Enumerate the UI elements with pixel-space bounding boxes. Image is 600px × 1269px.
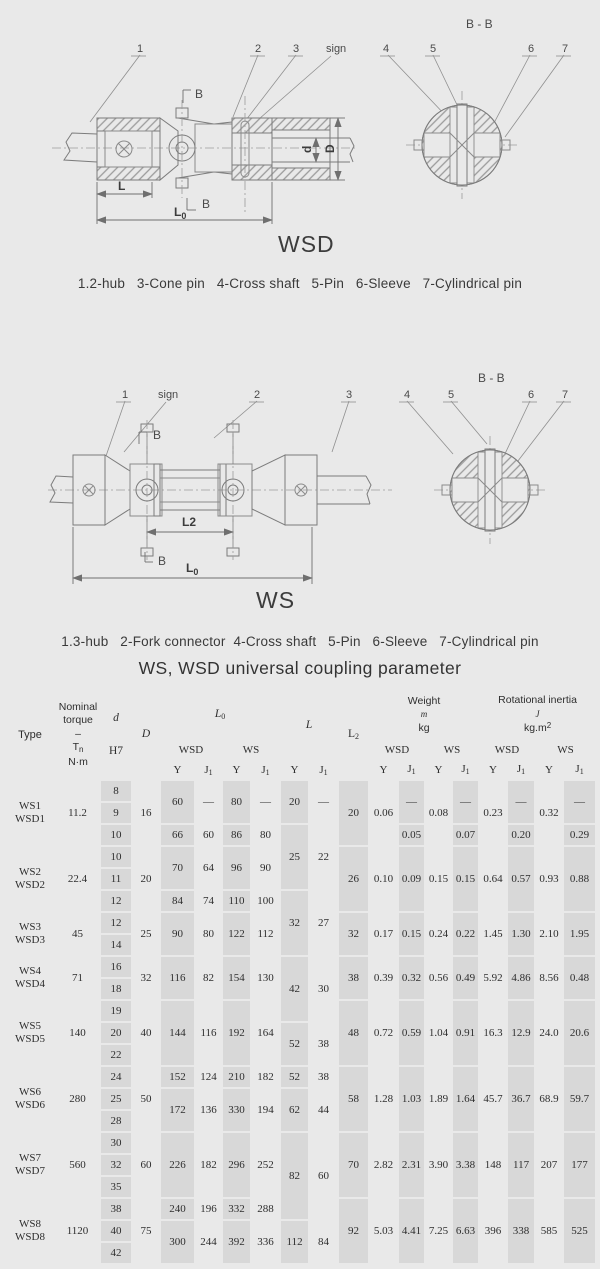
table-cell: 1120 (66, 1224, 89, 1237)
table-cell: 0.29 (563, 824, 596, 846)
table-cell: 240 (160, 1198, 195, 1220)
callout-1: 1 (137, 43, 144, 55)
header-cell: $J_1$ (575, 763, 584, 777)
table-cell: 25 (140, 927, 152, 940)
sleeve-cone-pin (232, 96, 272, 214)
table-cell: 24 (100, 1066, 132, 1088)
table-cell: 16 (100, 956, 132, 978)
table-cell: 96 (222, 846, 251, 890)
table-cell: 338 (507, 1198, 535, 1264)
header-cell: Rotational inertia J $kg.m^2$ (498, 694, 577, 735)
table-cell: 52 (280, 1066, 309, 1088)
table-cell: 22 (318, 850, 330, 863)
table-cell: 392 (222, 1220, 251, 1264)
table-cell: 100 (257, 894, 274, 907)
wsd-side-view (52, 87, 356, 224)
header-cell: Y (290, 763, 299, 776)
table-cell: 110 (222, 890, 251, 912)
table-cell: 68.9 (539, 1092, 559, 1105)
parameter-table (4, 690, 597, 1265)
callout-sign: sign (326, 43, 347, 55)
b-top-label: B (153, 428, 162, 442)
table-cell: 0.20 (507, 824, 535, 846)
table-cell: 20 (140, 872, 152, 885)
table-cell: 252 (257, 1158, 274, 1171)
table-cell: 336 (257, 1235, 274, 1248)
table-cell: 74 (203, 894, 214, 907)
table-cell: 0.15 (398, 912, 425, 956)
table-cell: 38 (338, 956, 369, 1000)
table-cell: 560 (69, 1158, 86, 1171)
table-cell: 3.38 (452, 1132, 479, 1198)
table-cell: 210 (222, 1066, 251, 1088)
dim-L0 (73, 527, 312, 584)
table-cell: 330 (222, 1088, 251, 1132)
table-cell: 38 (100, 1198, 132, 1220)
table-cell: 62 (280, 1088, 309, 1132)
table-cell: 2.82 (373, 1158, 394, 1171)
table-cell: 10 (100, 824, 132, 846)
table-cell: WS5 WSD5 (15, 1020, 45, 1045)
table-cell: 122 (222, 912, 251, 956)
table-cell: 45 (72, 927, 83, 940)
header-cell: $J_1$ (319, 763, 328, 777)
table-cell: 1.03 (398, 1066, 425, 1132)
wsd-diagram (0, 12, 600, 264)
header-cell: Y (434, 764, 443, 777)
table-cell: 0.06 (373, 806, 394, 819)
table-cell: — (563, 780, 596, 824)
table-cell: — (507, 780, 535, 824)
table-cell: 16 (140, 806, 152, 819)
table-cell: 26 (338, 846, 369, 912)
table-cell: WS8 WSD8 (15, 1218, 45, 1243)
section-label-bb: B - B (466, 17, 493, 31)
table-cell: 42 (100, 1242, 132, 1264)
ws-caption: 1.3-hub 2-Fork connector 4-Cross shaft 5-Pin 6-Sleeve 7-Cylindrical pin (61, 634, 539, 649)
table-cell: 288 (257, 1202, 274, 1215)
header-cell: WS (557, 744, 574, 757)
table-cell: 20 (100, 1022, 132, 1044)
table-cell: 0.17 (373, 927, 394, 940)
header-cell: $L_0$ (214, 708, 226, 722)
table-cell: 82 (203, 971, 214, 984)
dim-L0-label: $L_0$ (186, 561, 199, 577)
table-cell: 124 (200, 1070, 217, 1083)
callout-sign: sign (158, 389, 179, 401)
table-cell: 8 (100, 780, 132, 802)
table-cell: 9 (100, 802, 132, 824)
table-cell: 0.57 (507, 846, 535, 912)
table-cell: 1.64 (452, 1066, 479, 1132)
callout-3: 3 (346, 389, 353, 401)
table-cell: 60 (318, 1169, 330, 1182)
table-cell: 112 (280, 1220, 309, 1264)
table-cell: 28 (100, 1110, 132, 1132)
table-cell: 3.90 (428, 1158, 449, 1171)
ws-section-view (434, 436, 546, 544)
table-cell: 30 (100, 1132, 132, 1154)
callout-3: 3 (293, 43, 300, 55)
header-cell: WS (242, 744, 260, 757)
table-row (4, 1132, 596, 1154)
header-cell: $J_1$ (204, 763, 213, 777)
table-cell: 182 (200, 1158, 217, 1171)
table-cell: 0.22 (452, 912, 479, 956)
table-cell: 11 (100, 868, 132, 890)
table-cell: 60 (140, 1158, 152, 1171)
header-cell: d H7 (108, 712, 124, 757)
table-cell: 48 (338, 1000, 369, 1066)
table-cell: — (203, 795, 214, 808)
table-cell: 22 (100, 1044, 132, 1066)
ws-diagram (0, 364, 600, 620)
table-cell: 112 (257, 927, 274, 940)
table-cell: 207 (540, 1158, 558, 1171)
table-cell: 20 (338, 780, 369, 846)
table-cell: 86 (222, 824, 251, 846)
table-cell: 4.86 (507, 956, 535, 1000)
table-cell: 136 (200, 1103, 217, 1116)
header-cell: D (141, 728, 151, 741)
table-cell: 0.32 (539, 806, 559, 819)
parameter-table-wrap (4, 690, 597, 1265)
table-cell: 116 (160, 956, 195, 1000)
table-cell: 0.72 (373, 1026, 394, 1039)
header-cell: Weight m kg (407, 694, 441, 734)
table-cell: 24.0 (539, 1026, 559, 1039)
dim-L (97, 179, 152, 224)
wsd-title: WSD (278, 231, 335, 257)
callout-7: 7 (562, 389, 569, 401)
table-cell: 396 (484, 1224, 502, 1237)
table-cell: 32 (140, 971, 152, 984)
table-cell: 14 (100, 934, 132, 956)
table-cell: 10 (100, 846, 132, 868)
table-cell: 64 (203, 861, 214, 874)
table-cell: 70 (338, 1132, 369, 1198)
table-title: WS, WSD universal coupling parameter (138, 658, 462, 678)
table-cell: 244 (200, 1235, 217, 1248)
ws-side-view (48, 420, 392, 584)
callout-2: 2 (255, 43, 262, 55)
wsd-caption: 1.2-hub 3-Cone pin 4-Cross shaft 5-Pin 6-Sleeve 7-Cylindrical pin (77, 276, 523, 291)
header-cell: L (305, 718, 313, 731)
table-cell: 12 (100, 890, 132, 912)
table-cell: 0.24 (428, 927, 449, 940)
table-cell: 0.08 (428, 806, 449, 819)
table-cell: 525 (563, 1198, 596, 1264)
callout-7: 7 (562, 43, 569, 55)
table-cell: 59.7 (563, 1066, 596, 1132)
header-cell: $J_1$ (461, 763, 470, 777)
table-cell: 1.30 (507, 912, 535, 956)
header-cell: $J_1$ (261, 763, 270, 777)
table-cell: 148 (484, 1158, 502, 1171)
table-cell: — (260, 795, 272, 808)
table-cell: 82 (280, 1132, 309, 1220)
table-cell: 0.39 (373, 971, 394, 984)
table-cell: 25 (100, 1088, 132, 1110)
table-cell: 0.05 (398, 824, 425, 846)
table-cell: 42 (280, 956, 309, 1022)
table-cell: 84 (318, 1235, 330, 1248)
callout-5: 5 (430, 43, 437, 55)
table-cell: 70 (160, 846, 195, 890)
callout-1: 1 (122, 389, 129, 401)
table-cell: 58 (338, 1066, 369, 1132)
table-cell: 60 (203, 828, 214, 841)
table-cell: 4.41 (398, 1198, 425, 1264)
callout-4: 4 (404, 389, 411, 401)
table-cell: 12.9 (507, 1000, 535, 1066)
dim-d-label: d (300, 145, 314, 153)
header-cell: $J_1$ (407, 763, 416, 777)
table-cell: 0.88 (563, 846, 596, 912)
table-row (4, 1066, 596, 1088)
b-bottom-label: B (202, 197, 211, 211)
table-cell: 8.56 (539, 971, 559, 984)
table-cell: 12 (100, 912, 132, 934)
table-cell: 25 (280, 824, 309, 890)
table-cell: 32 (280, 890, 309, 956)
table-cell: WS2 WSD2 (15, 866, 45, 891)
table-cell: 1.95 (563, 912, 596, 956)
table-cell: 19 (100, 1000, 132, 1022)
table-cell: 280 (69, 1092, 86, 1105)
table-cell: 154 (222, 956, 251, 1000)
dim-L0-label: $L_0$ (174, 205, 187, 221)
table-cell: 84 (160, 890, 195, 912)
table-cell: WS7 WSD7 (15, 1152, 45, 1177)
table-row (4, 956, 596, 978)
table-cell: 75 (140, 1224, 152, 1237)
table-cell: 296 (222, 1132, 251, 1198)
table-cell: 52 (280, 1022, 309, 1066)
table-cell: 0.93 (539, 872, 559, 885)
table-cell: 90 (260, 861, 272, 874)
table-cell: 164 (257, 1026, 274, 1039)
table-cell: 116 (200, 1026, 217, 1039)
table-cell: 80 (222, 780, 251, 824)
wsd-section-view (406, 91, 518, 199)
b-bottom-label: B (158, 554, 167, 568)
table-cell: 6.63 (452, 1198, 479, 1264)
table-cell: 38 (318, 1037, 330, 1050)
header-cell: WSD (494, 744, 520, 757)
table-cell: 1.89 (428, 1092, 449, 1105)
table-cell: 196 (200, 1202, 217, 1215)
table-cell: 35 (100, 1176, 132, 1198)
dim-L2 (147, 515, 233, 532)
dim-D-label: D (323, 144, 337, 153)
table-cell: — (452, 780, 479, 824)
table-cell: 22.4 (67, 872, 88, 885)
table-cell: 194 (257, 1103, 274, 1116)
header-cell: WSD (178, 744, 204, 757)
table-cell: 0.48 (563, 956, 596, 1000)
callout-2: 2 (254, 389, 261, 401)
table-cell: 152 (160, 1066, 195, 1088)
table-cell: 2.31 (398, 1132, 425, 1198)
callout-5: 5 (448, 389, 455, 401)
table-cell: 40 (140, 1026, 152, 1039)
table-cell: 50 (140, 1092, 152, 1105)
table-cell: 18 (100, 978, 132, 1000)
table-cell: 0.59 (398, 1000, 425, 1066)
table-cell: 80 (260, 828, 272, 841)
table-cell: 1.45 (483, 927, 503, 940)
table-cell: 0.07 (452, 824, 479, 846)
header-cell: Y (232, 763, 241, 776)
table-cell: 226 (160, 1132, 195, 1198)
table-cell: 38 (318, 1070, 330, 1083)
table-cell: 44 (318, 1103, 330, 1116)
table-cell: WS4 WSD4 (15, 965, 45, 990)
table-cell: WS1 WSD1 (15, 800, 45, 825)
table-cell: 1.04 (428, 1026, 449, 1039)
callout-4: 4 (383, 43, 390, 55)
table-cell: WS6 WSD6 (15, 1086, 45, 1111)
table-cell: 92 (338, 1198, 369, 1264)
table-cell: 45.7 (483, 1092, 503, 1105)
table-cell: 27 (318, 916, 330, 929)
table-cell: 32 (338, 912, 369, 956)
table-cell: 192 (222, 1000, 251, 1066)
table-cell: 0.15 (452, 846, 479, 912)
header-cell: Y (379, 764, 388, 777)
table-cell: 0.23 (483, 806, 503, 819)
table-cell: 7.25 (428, 1224, 449, 1237)
callout-6: 6 (528, 43, 535, 55)
header-cell: WS (443, 744, 461, 757)
dim-L-label: L (118, 179, 126, 193)
table-cell: 0.09 (398, 846, 425, 912)
table-cell: 130 (257, 971, 274, 984)
table-cell: 5.92 (483, 971, 503, 984)
callout-6: 6 (528, 389, 535, 401)
table-cell: — (398, 780, 425, 824)
header-cell: WSD (384, 744, 410, 757)
table-cell: 144 (160, 1000, 195, 1066)
table-cell: 71 (72, 971, 83, 984)
table-cell: 30 (318, 982, 330, 995)
table-cell: 172 (160, 1088, 195, 1132)
table-cell: 0.56 (428, 971, 449, 984)
table-cell: 5.03 (373, 1224, 394, 1237)
table-cell: 0.49 (452, 956, 479, 1000)
header-cell: $L_2$ (348, 727, 360, 741)
table-cell: 66 (160, 824, 195, 846)
header-cell: Type (18, 728, 42, 741)
ws-title: WS (256, 587, 296, 613)
table-row (4, 780, 596, 802)
table-cell: 0.15 (428, 872, 449, 885)
table-cell: 0.32 (398, 956, 425, 1000)
table-cell: 585 (540, 1224, 558, 1237)
table-cell: WS3 WSD3 (15, 921, 45, 946)
table-cell: 32 (100, 1154, 132, 1176)
table-cell: 300 (160, 1220, 195, 1264)
table-cell: 0.91 (452, 1000, 479, 1066)
table-cell: 40 (100, 1220, 132, 1242)
table-cell: 140 (69, 1026, 86, 1039)
table-cell: 60 (160, 780, 195, 824)
header-cell: Y (173, 763, 182, 776)
b-top-label: B (195, 87, 204, 101)
table-cell: 36.7 (507, 1066, 535, 1132)
table-cell: 80 (203, 927, 214, 940)
table-cell: 90 (160, 912, 195, 956)
table-cell: 11.2 (68, 806, 87, 819)
dim-L2-label: L2 (182, 515, 197, 529)
table-cell: 1.28 (373, 1092, 394, 1105)
table-cell: 182 (257, 1070, 274, 1083)
table-cell: 332 (222, 1198, 251, 1220)
table-cell: 177 (563, 1132, 596, 1198)
header-cell: Y (545, 764, 553, 777)
header-cell: Y (489, 764, 497, 777)
table-cell: 20.6 (563, 1000, 596, 1066)
table-cell: 0.64 (483, 872, 503, 885)
table-cell: 20 (280, 780, 309, 824)
section-marks-b (183, 87, 210, 211)
section-label-bb: B - B (478, 371, 505, 385)
table-cell: — (318, 795, 330, 808)
table-cell: 117 (507, 1132, 535, 1198)
table-cell: 16.3 (483, 1026, 503, 1039)
header-cell: Nominal torque – $T_n$ N·m (58, 700, 98, 768)
header-cell: $J_1$ (516, 763, 526, 777)
table-cell: 2.10 (539, 927, 559, 940)
table-cell: 0.10 (373, 872, 394, 885)
